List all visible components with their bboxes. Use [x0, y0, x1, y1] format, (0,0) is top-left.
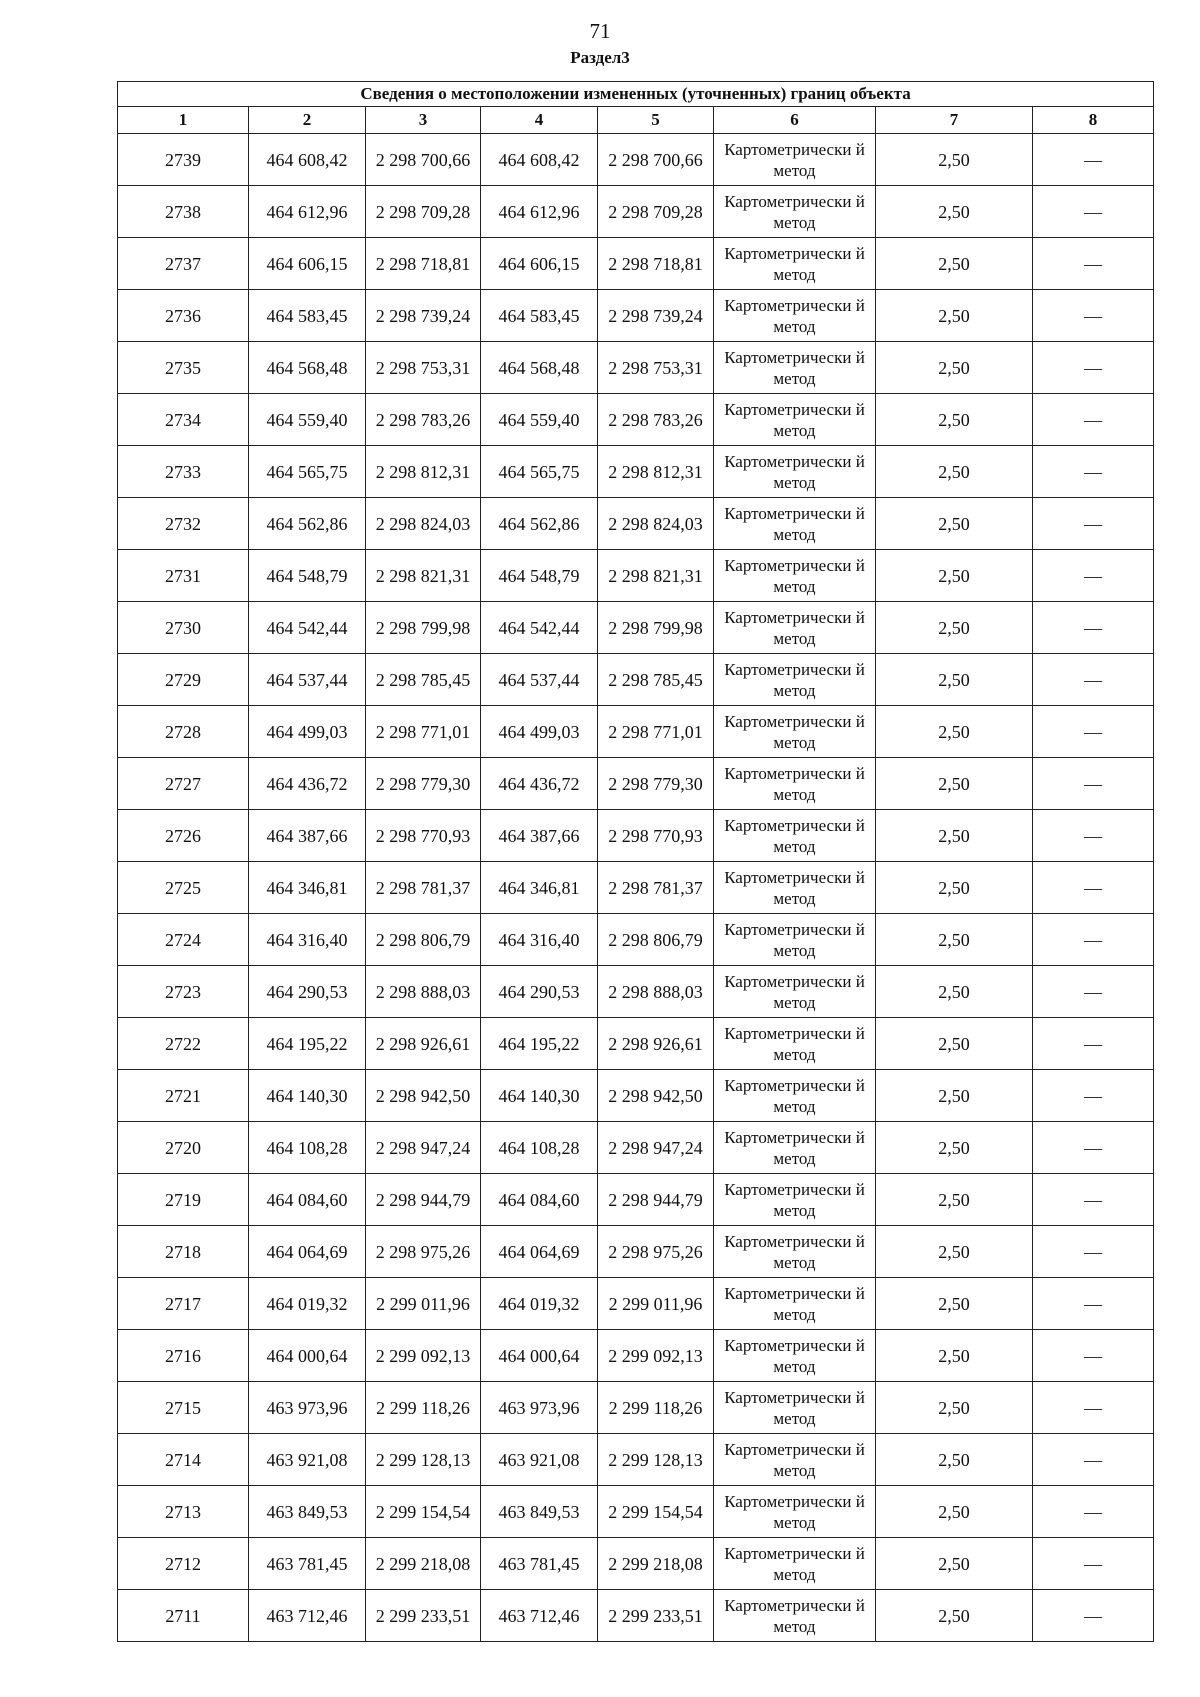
cell-note: — [1033, 810, 1154, 862]
table-row [118, 550, 1154, 602]
cell-old-y: 2 299 011,96 [366, 1278, 481, 1330]
cell-new-x: 464 542,44 [481, 602, 598, 654]
cell-note: — [1033, 498, 1154, 550]
cell-new-y: 2 299 128,13 [598, 1434, 714, 1486]
cell-point-number: 2714 [118, 1434, 249, 1486]
cell-new-x: 464 565,75 [481, 446, 598, 498]
cell-old-y: 2 298 739,24 [366, 290, 481, 342]
cell-note: — [1033, 1122, 1154, 1174]
cell-precision: 2,50 [876, 1018, 1033, 1070]
table-row [118, 134, 1154, 186]
cell-precision: 2,50 [876, 498, 1033, 550]
cell-new-x: 464 583,45 [481, 290, 598, 342]
cell-point-number: 2734 [118, 394, 249, 446]
cell-point-number: 2724 [118, 914, 249, 966]
cell-old-y: 2 299 218,08 [366, 1538, 481, 1590]
cell-old-y: 2 298 821,31 [366, 550, 481, 602]
column-header: 2 [249, 107, 366, 134]
cell-precision: 2,50 [876, 654, 1033, 706]
cell-new-y: 2 298 779,30 [598, 758, 714, 810]
cell-new-x: 464 064,69 [481, 1226, 598, 1278]
column-header: 3 [366, 107, 481, 134]
cell-note: — [1033, 394, 1154, 446]
column-header: 4 [481, 107, 598, 134]
cell-old-x: 464 436,72 [249, 758, 366, 810]
cell-old-y: 2 298 947,24 [366, 1122, 481, 1174]
table-row [118, 1122, 1154, 1174]
cell-point-number: 2738 [118, 186, 249, 238]
cell-old-x: 464 583,45 [249, 290, 366, 342]
cell-old-y: 2 299 128,13 [366, 1434, 481, 1486]
cell-new-x: 463 781,45 [481, 1538, 598, 1590]
cell-old-x: 464 346,81 [249, 862, 366, 914]
cell-old-x: 463 921,08 [249, 1434, 366, 1486]
cell-new-x: 464 108,28 [481, 1122, 598, 1174]
cell-method: Картометрически й метод [714, 966, 876, 1018]
cell-new-x: 463 973,96 [481, 1382, 598, 1434]
column-header: 6 [714, 107, 876, 134]
cell-note: — [1033, 186, 1154, 238]
cell-new-y: 2 298 926,61 [598, 1018, 714, 1070]
cell-note: — [1033, 1278, 1154, 1330]
cell-method: Картометрически й метод [714, 498, 876, 550]
cell-note: — [1033, 966, 1154, 1018]
cell-note: — [1033, 1070, 1154, 1122]
cell-new-y: 2 298 753,31 [598, 342, 714, 394]
cell-note: — [1033, 758, 1154, 810]
cell-new-y: 2 298 770,93 [598, 810, 714, 862]
cell-precision: 2,50 [876, 706, 1033, 758]
cell-note: — [1033, 654, 1154, 706]
cell-method: Картометрически й метод [714, 810, 876, 862]
cell-old-x: 464 290,53 [249, 966, 366, 1018]
table-row [118, 1330, 1154, 1382]
table-row [118, 1226, 1154, 1278]
cell-precision: 2,50 [876, 446, 1033, 498]
cell-old-y: 2 298 770,93 [366, 810, 481, 862]
cell-new-y: 2 298 771,01 [598, 706, 714, 758]
cell-old-x: 463 849,53 [249, 1486, 366, 1538]
column-header: 8 [1033, 107, 1154, 134]
cell-precision: 2,50 [876, 1382, 1033, 1434]
cell-method: Картометрически й метод [714, 1330, 876, 1382]
cell-new-y: 2 298 824,03 [598, 498, 714, 550]
cell-new-x: 464 537,44 [481, 654, 598, 706]
cell-method: Картометрически й метод [714, 394, 876, 446]
table-caption: Сведения о местоположении измененных (уточненных) границ объекта [118, 82, 1154, 107]
cell-point-number: 2737 [118, 238, 249, 290]
cell-method: Картометрически й метод [714, 654, 876, 706]
table-row [118, 810, 1154, 862]
cell-point-number: 2712 [118, 1538, 249, 1590]
cell-old-x: 464 000,64 [249, 1330, 366, 1382]
cell-old-x: 464 140,30 [249, 1070, 366, 1122]
cell-new-x: 464 387,66 [481, 810, 598, 862]
cell-new-y: 2 298 718,81 [598, 238, 714, 290]
cell-precision: 2,50 [876, 758, 1033, 810]
cell-precision: 2,50 [876, 1434, 1033, 1486]
table-row [118, 1590, 1154, 1642]
cell-new-x: 463 921,08 [481, 1434, 598, 1486]
cell-note: — [1033, 602, 1154, 654]
table-row [118, 394, 1154, 446]
cell-method: Картометрически й метод [714, 186, 876, 238]
table-row [118, 862, 1154, 914]
cell-old-x: 464 499,03 [249, 706, 366, 758]
cell-old-y: 2 298 975,26 [366, 1226, 481, 1278]
cell-new-y: 2 298 942,50 [598, 1070, 714, 1122]
table-row [118, 1174, 1154, 1226]
cell-new-x: 464 346,81 [481, 862, 598, 914]
cell-point-number: 2731 [118, 550, 249, 602]
cell-precision: 2,50 [876, 1590, 1033, 1642]
cell-new-y: 2 299 218,08 [598, 1538, 714, 1590]
cell-point-number: 2715 [118, 1382, 249, 1434]
cell-method: Картометрически й метод [714, 706, 876, 758]
cell-new-y: 2 298 785,45 [598, 654, 714, 706]
cell-new-x: 464 316,40 [481, 914, 598, 966]
cell-new-x: 464 195,22 [481, 1018, 598, 1070]
cell-new-y: 2 298 700,66 [598, 134, 714, 186]
table-row [118, 446, 1154, 498]
cell-new-x: 464 548,79 [481, 550, 598, 602]
cell-method: Картометрически й метод [714, 914, 876, 966]
cell-point-number: 2720 [118, 1122, 249, 1174]
cell-method: Картометрически й метод [714, 550, 876, 602]
table-row [118, 1070, 1154, 1122]
cell-old-x: 464 387,66 [249, 810, 366, 862]
cell-precision: 2,50 [876, 1538, 1033, 1590]
cell-new-y: 2 299 154,54 [598, 1486, 714, 1538]
cell-note: — [1033, 1226, 1154, 1278]
table-body [118, 134, 1154, 1642]
cell-point-number: 2717 [118, 1278, 249, 1330]
cell-method: Картометрически й метод [714, 446, 876, 498]
cell-note: — [1033, 134, 1154, 186]
cell-note: — [1033, 342, 1154, 394]
table-row [118, 1278, 1154, 1330]
cell-precision: 2,50 [876, 602, 1033, 654]
cell-new-x: 464 562,86 [481, 498, 598, 550]
cell-note: — [1033, 446, 1154, 498]
cell-precision: 2,50 [876, 1122, 1033, 1174]
cell-new-y: 2 298 944,79 [598, 1174, 714, 1226]
cell-old-x: 464 019,32 [249, 1278, 366, 1330]
table-row [118, 914, 1154, 966]
cell-method: Картометрически й метод [714, 758, 876, 810]
table-row [118, 758, 1154, 810]
cell-method: Картометрически й метод [714, 1278, 876, 1330]
cell-new-x: 464 019,32 [481, 1278, 598, 1330]
cell-old-y: 2 299 233,51 [366, 1590, 481, 1642]
table-row [118, 1382, 1154, 1434]
cell-point-number: 2723 [118, 966, 249, 1018]
cell-new-x: 464 499,03 [481, 706, 598, 758]
cell-old-y: 2 298 718,81 [366, 238, 481, 290]
cell-old-y: 2 298 806,79 [366, 914, 481, 966]
cell-old-x: 463 781,45 [249, 1538, 366, 1590]
table-row [118, 654, 1154, 706]
cell-new-x: 464 084,60 [481, 1174, 598, 1226]
cell-point-number: 2733 [118, 446, 249, 498]
table-row [118, 238, 1154, 290]
cell-old-x: 464 559,40 [249, 394, 366, 446]
table-row [118, 342, 1154, 394]
cell-note: — [1033, 550, 1154, 602]
cell-point-number: 2736 [118, 290, 249, 342]
table-row [118, 966, 1154, 1018]
cell-note: — [1033, 862, 1154, 914]
column-header: 7 [876, 107, 1033, 134]
cell-old-y: 2 298 926,61 [366, 1018, 481, 1070]
cell-point-number: 2727 [118, 758, 249, 810]
cell-old-y: 2 298 812,31 [366, 446, 481, 498]
cell-precision: 2,50 [876, 550, 1033, 602]
cell-new-y: 2 298 806,79 [598, 914, 714, 966]
cell-new-x: 464 606,15 [481, 238, 598, 290]
cell-note: — [1033, 1174, 1154, 1226]
cell-new-y: 2 298 781,37 [598, 862, 714, 914]
cell-method: Картометрически й метод [714, 238, 876, 290]
cell-old-y: 2 298 785,45 [366, 654, 481, 706]
cell-new-y: 2 298 799,98 [598, 602, 714, 654]
cell-old-y: 2 298 942,50 [366, 1070, 481, 1122]
cell-precision: 2,50 [876, 290, 1033, 342]
cell-precision: 2,50 [876, 1278, 1033, 1330]
cell-precision: 2,50 [876, 394, 1033, 446]
cell-new-x: 464 559,40 [481, 394, 598, 446]
cell-old-x: 464 108,28 [249, 1122, 366, 1174]
cell-old-x: 464 064,69 [249, 1226, 366, 1278]
table-row [118, 1434, 1154, 1486]
table-row [118, 1538, 1154, 1590]
cell-old-x: 464 568,48 [249, 342, 366, 394]
cell-old-x: 463 712,46 [249, 1590, 366, 1642]
cell-note: — [1033, 1538, 1154, 1590]
cell-point-number: 2722 [118, 1018, 249, 1070]
cell-point-number: 2718 [118, 1226, 249, 1278]
cell-old-x: 464 562,86 [249, 498, 366, 550]
cell-new-x: 463 712,46 [481, 1590, 598, 1642]
cell-new-y: 2 298 783,26 [598, 394, 714, 446]
cell-new-y: 2 299 233,51 [598, 1590, 714, 1642]
column-header: 5 [598, 107, 714, 134]
cell-old-y: 2 298 824,03 [366, 498, 481, 550]
cell-old-y: 2 299 092,13 [366, 1330, 481, 1382]
cell-method: Картометрически й метод [714, 1538, 876, 1590]
cell-precision: 2,50 [876, 966, 1033, 1018]
table-row [118, 602, 1154, 654]
cell-old-y: 2 298 888,03 [366, 966, 481, 1018]
cell-point-number: 2732 [118, 498, 249, 550]
cell-old-x: 464 608,42 [249, 134, 366, 186]
cell-precision: 2,50 [876, 1174, 1033, 1226]
cell-method: Картометрически й метод [714, 342, 876, 394]
cell-new-y: 2 298 709,28 [598, 186, 714, 238]
cell-note: — [1033, 1486, 1154, 1538]
cell-note: — [1033, 1382, 1154, 1434]
cell-old-y: 2 298 783,26 [366, 394, 481, 446]
cell-new-x: 464 290,53 [481, 966, 598, 1018]
cell-note: — [1033, 1590, 1154, 1642]
cell-precision: 2,50 [876, 1330, 1033, 1382]
cell-new-x: 463 849,53 [481, 1486, 598, 1538]
cell-old-y: 2 298 799,98 [366, 602, 481, 654]
cell-old-x: 464 606,15 [249, 238, 366, 290]
table-row [118, 498, 1154, 550]
page-number: 71 [589, 19, 611, 43]
cell-point-number: 2711 [118, 1590, 249, 1642]
cell-precision: 2,50 [876, 914, 1033, 966]
cell-point-number: 2739 [118, 134, 249, 186]
cell-new-y: 2 298 739,24 [598, 290, 714, 342]
cell-point-number: 2713 [118, 1486, 249, 1538]
cell-old-x: 464 612,96 [249, 186, 366, 238]
cell-note: — [1033, 706, 1154, 758]
cell-precision: 2,50 [876, 238, 1033, 290]
cell-old-x: 464 542,44 [249, 602, 366, 654]
cell-method: Картометрически й метод [714, 1486, 876, 1538]
cell-new-x: 464 568,48 [481, 342, 598, 394]
cell-new-y: 2 298 947,24 [598, 1122, 714, 1174]
cell-old-y: 2 299 118,26 [366, 1382, 481, 1434]
cell-old-x: 464 316,40 [249, 914, 366, 966]
cell-new-y: 2 299 011,96 [598, 1278, 714, 1330]
cell-point-number: 2726 [118, 810, 249, 862]
boundary-coordinates-table [117, 81, 1154, 1642]
cell-new-y: 2 298 821,31 [598, 550, 714, 602]
cell-precision: 2,50 [876, 342, 1033, 394]
column-header: 1 [118, 107, 249, 134]
cell-old-y: 2 299 154,54 [366, 1486, 481, 1538]
cell-method: Картометрически й метод [714, 1434, 876, 1486]
cell-new-y: 2 299 092,13 [598, 1330, 714, 1382]
cell-old-y: 2 298 771,01 [366, 706, 481, 758]
cell-new-x: 464 436,72 [481, 758, 598, 810]
cell-old-y: 2 298 700,66 [366, 134, 481, 186]
cell-old-y: 2 298 944,79 [366, 1174, 481, 1226]
cell-method: Картометрически й метод [714, 862, 876, 914]
table-row [118, 186, 1154, 238]
cell-old-y: 2 298 753,31 [366, 342, 481, 394]
cell-point-number: 2729 [118, 654, 249, 706]
cell-new-y: 2 299 118,26 [598, 1382, 714, 1434]
cell-old-x: 464 565,75 [249, 446, 366, 498]
cell-note: — [1033, 1018, 1154, 1070]
cell-new-x: 464 140,30 [481, 1070, 598, 1122]
cell-old-x: 464 548,79 [249, 550, 366, 602]
cell-method: Картометрически й метод [714, 1122, 876, 1174]
cell-new-y: 2 298 812,31 [598, 446, 714, 498]
cell-point-number: 2735 [118, 342, 249, 394]
table-row [118, 1486, 1154, 1538]
cell-new-y: 2 298 888,03 [598, 966, 714, 1018]
cell-point-number: 2721 [118, 1070, 249, 1122]
cell-precision: 2,50 [876, 862, 1033, 914]
cell-method: Картометрически й метод [714, 1018, 876, 1070]
cell-old-x: 464 537,44 [249, 654, 366, 706]
cell-precision: 2,50 [876, 1226, 1033, 1278]
cell-method: Картометрически й метод [714, 1070, 876, 1122]
cell-precision: 2,50 [876, 1486, 1033, 1538]
cell-note: — [1033, 914, 1154, 966]
cell-old-x: 464 195,22 [249, 1018, 366, 1070]
cell-note: — [1033, 290, 1154, 342]
cell-new-x: 464 000,64 [481, 1330, 598, 1382]
cell-method: Картометрически й метод [714, 1382, 876, 1434]
cell-method: Картометрически й метод [714, 1590, 876, 1642]
cell-method: Картометрически й метод [714, 602, 876, 654]
section-title: Раздел3 [570, 48, 630, 67]
table-row [118, 706, 1154, 758]
cell-old-y: 2 298 781,37 [366, 862, 481, 914]
table-header-row [118, 107, 1154, 134]
cell-old-y: 2 298 779,30 [366, 758, 481, 810]
cell-precision: 2,50 [876, 810, 1033, 862]
cell-method: Картометрически й метод [714, 134, 876, 186]
cell-point-number: 2730 [118, 602, 249, 654]
cell-precision: 2,50 [876, 134, 1033, 186]
cell-new-y: 2 298 975,26 [598, 1226, 714, 1278]
cell-precision: 2,50 [876, 186, 1033, 238]
cell-note: — [1033, 1330, 1154, 1382]
cell-method: Картометрически й метод [714, 1226, 876, 1278]
cell-old-x: 463 973,96 [249, 1382, 366, 1434]
table-row [118, 290, 1154, 342]
cell-point-number: 2719 [118, 1174, 249, 1226]
table-row [118, 1018, 1154, 1070]
cell-old-x: 464 084,60 [249, 1174, 366, 1226]
cell-note: — [1033, 1434, 1154, 1486]
cell-method: Картометрически й метод [714, 1174, 876, 1226]
cell-method: Картометрически й метод [714, 290, 876, 342]
cell-precision: 2,50 [876, 1070, 1033, 1122]
cell-old-y: 2 298 709,28 [366, 186, 481, 238]
cell-point-number: 2725 [118, 862, 249, 914]
cell-new-x: 464 612,96 [481, 186, 598, 238]
cell-point-number: 2716 [118, 1330, 249, 1382]
cell-note: — [1033, 238, 1154, 290]
cell-point-number: 2728 [118, 706, 249, 758]
cell-new-x: 464 608,42 [481, 134, 598, 186]
